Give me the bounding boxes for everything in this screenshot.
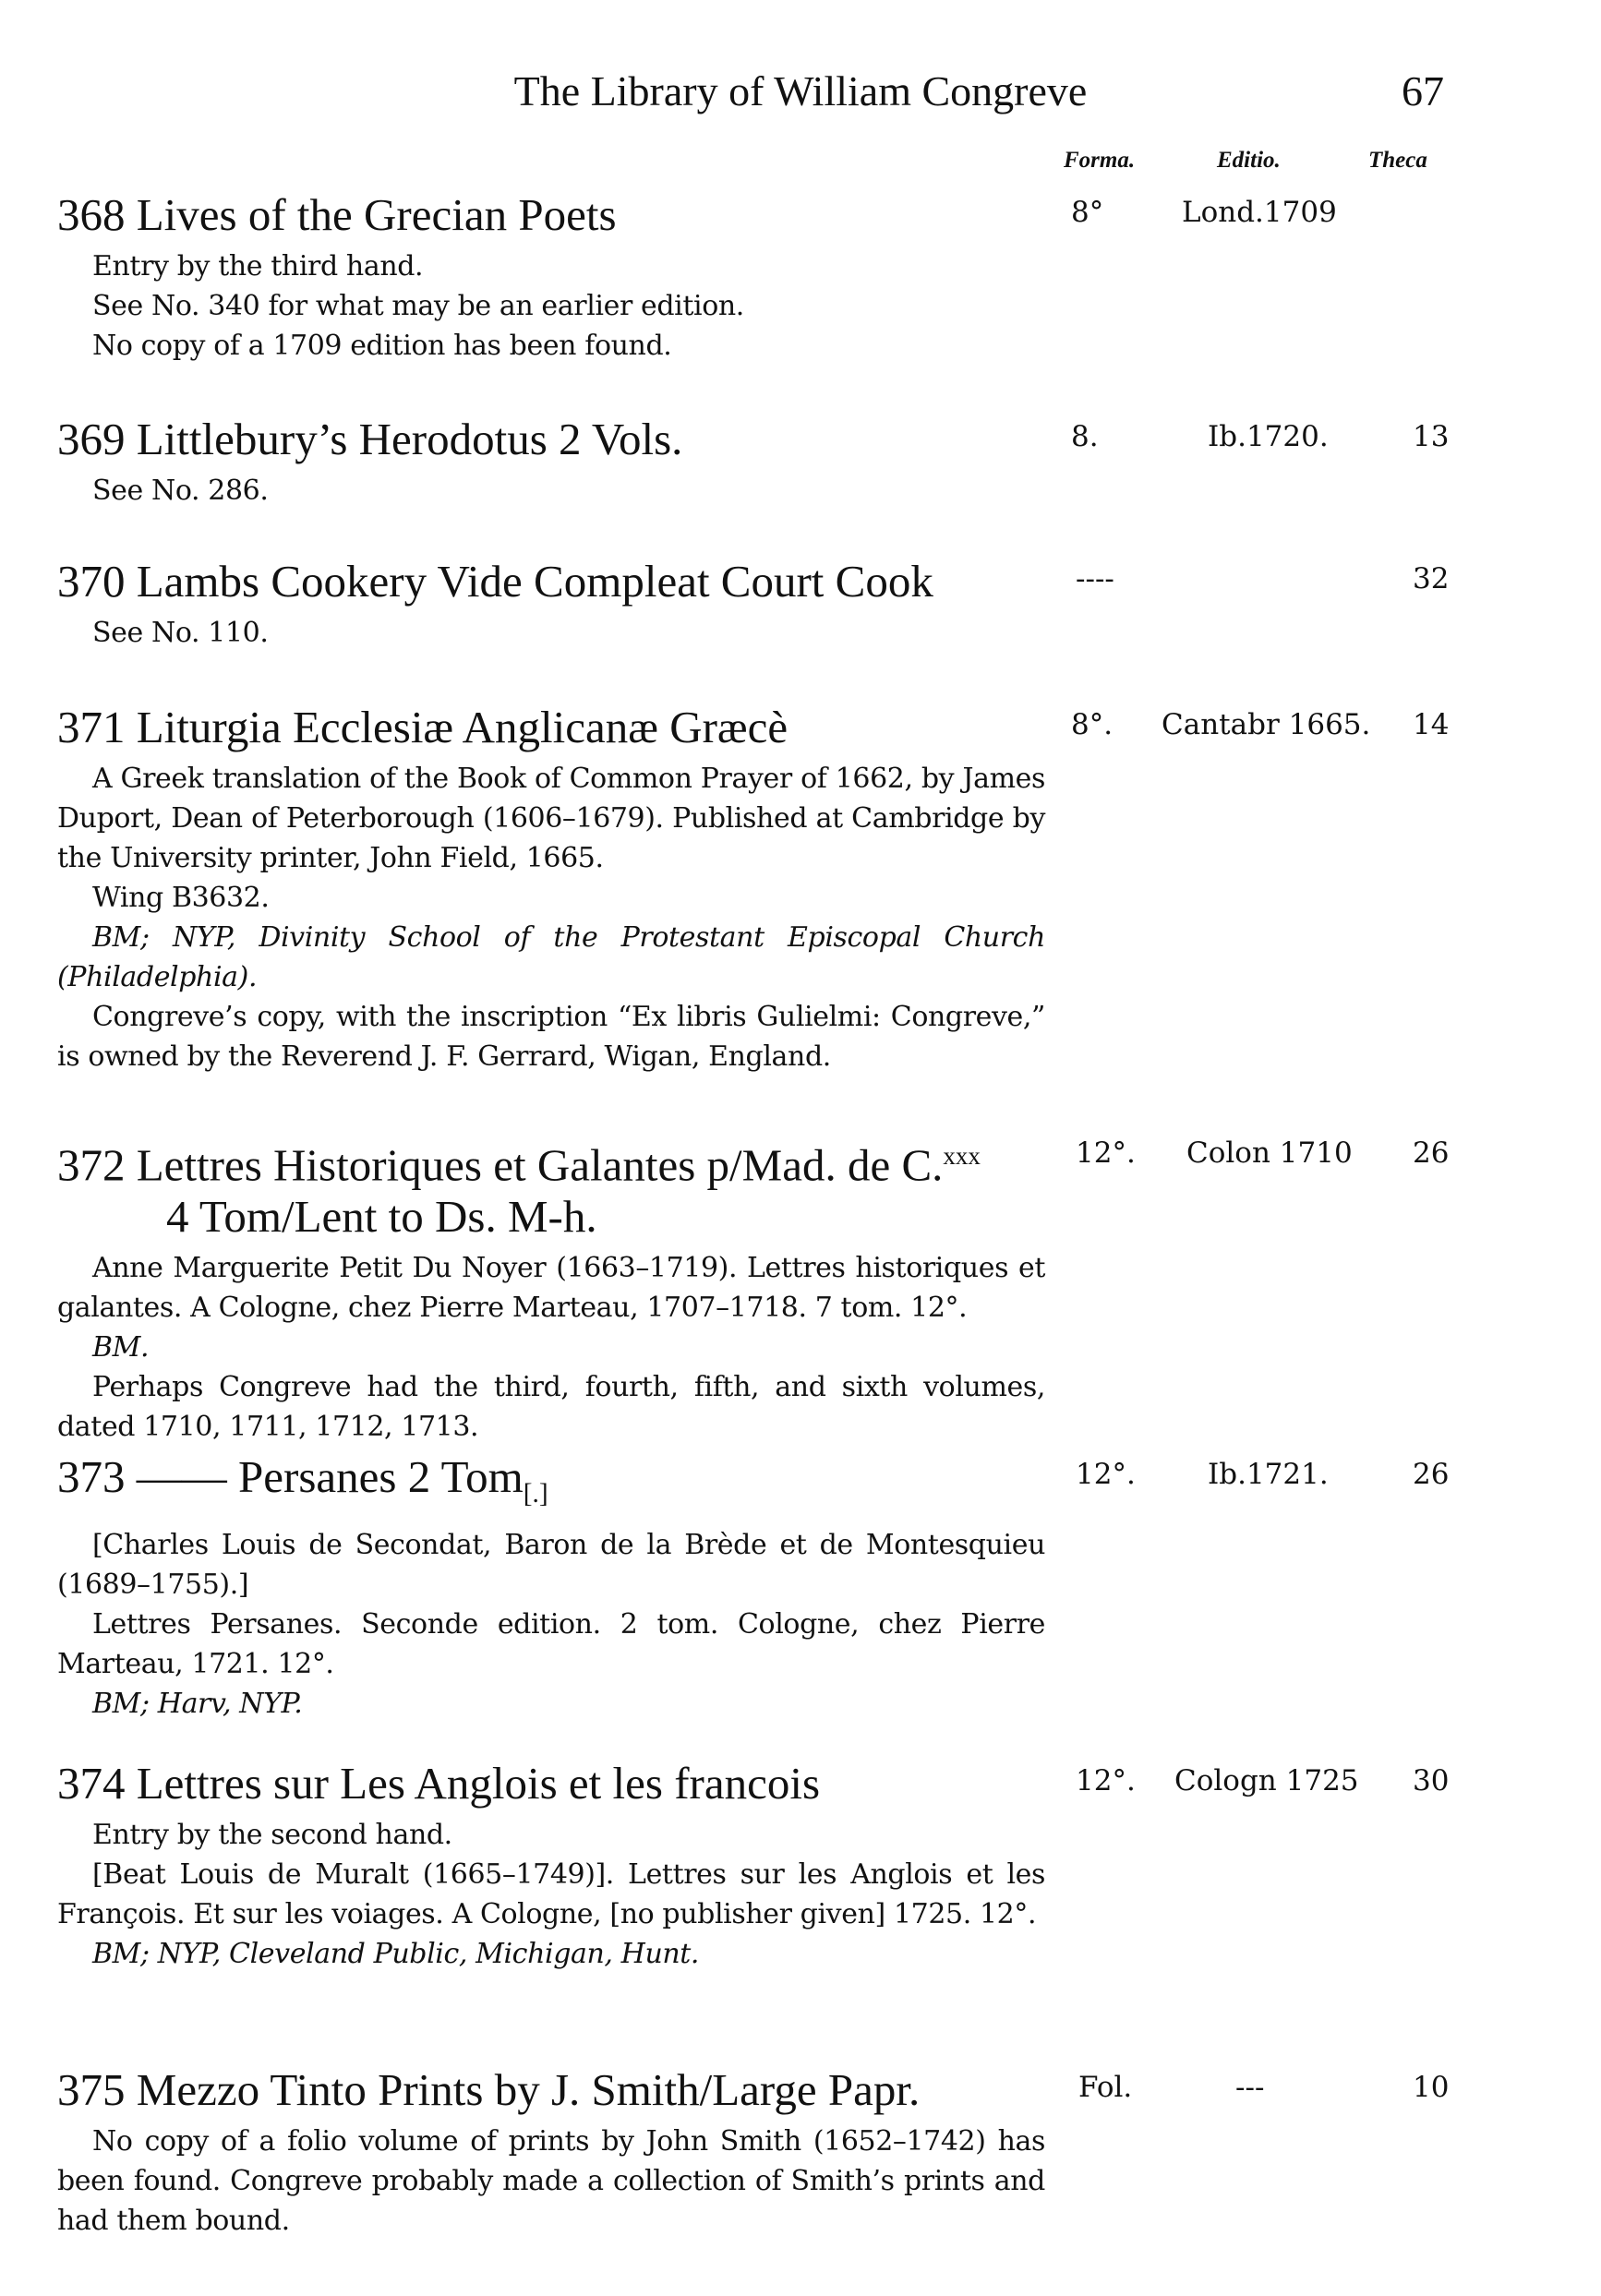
- entry-editio: ---: [1235, 2071, 1265, 2104]
- entry-note: [Charles Louis de Secondat, Baron de la Brède et de Montesquieu (1689–1755).]: [57, 1528, 1045, 1601]
- column-header-forma: Forma.: [1064, 148, 1136, 173]
- column-header-theca: Theca: [1368, 148, 1427, 173]
- entry-editio: Ib.1720.: [1208, 420, 1329, 453]
- entry-forma: 12°.: [1076, 1764, 1136, 1797]
- entry-theca: 32: [1413, 562, 1450, 595]
- entry-editio: Cologn 1725: [1174, 1764, 1359, 1797]
- entry-theca: 13: [1413, 420, 1450, 453]
- column-header-editio: Editio.: [1217, 148, 1281, 173]
- entry-note: Perhaps Congreve had the third, fourth, fifth, and sixth volumes, dated 1710, 1711, 1712, 1713.: [57, 1371, 1045, 1444]
- page-number: 67: [1402, 67, 1444, 114]
- entry-editio: Lond.1709: [1182, 196, 1337, 229]
- entry-note: Anne Marguerite Petit Du Noyer (1663–1719). Lettres historiques et galantes. A Cologne, chez Pierre Marteau, 1707–1718. 7 tom. 12°.: [57, 1252, 1045, 1325]
- entry-forma: 8°.: [1071, 708, 1113, 741]
- catalog-entry: [57, 189, 1045, 366]
- catalog-entry: [57, 556, 1045, 653]
- entry-note: Wing B3632.: [92, 882, 270, 914]
- entry-editio: Colon 1710: [1186, 1136, 1353, 1170]
- entry-title: 369 Littlebury’s Herodotus 2 Vols.: [57, 414, 683, 464]
- catalog-entry: [57, 702, 1045, 1076]
- entry-theca: 10: [1413, 2071, 1450, 2104]
- title-superscript: xxx: [943, 1142, 981, 1170]
- entry-title: 370 Lambs Cookery Vide Compleat Court Cook: [57, 556, 933, 607]
- entry-title: 372 Lettres Historiques et Galantes p/Mad. de C.$^{xxx}$: [57, 1139, 981, 1191]
- entry-note: BM; NYP, Divinity School of the Protestant Episcopal Church (Philadelphia).: [57, 921, 1045, 993]
- entry-title: 368 Lives of the Grecian Poets: [57, 189, 617, 240]
- entry-forma: ----: [1076, 562, 1114, 595]
- entry-note: No copy of a 1709 edition has been found.: [92, 330, 672, 362]
- entry-title-continued: 4 Tom/Lent to Ds. M-h.: [166, 1191, 597, 1243]
- entry-editio: Ib.1721.: [1208, 1458, 1329, 1491]
- entry-note: Entry by the third hand.: [92, 250, 424, 282]
- entry-note: BM; NYP, Cleveland Public, Michigan, Hunt.: [92, 1938, 700, 1970]
- entry-note: Entry by the second hand.: [92, 1819, 452, 1851]
- entry-note: See No. 110.: [92, 617, 269, 649]
- entry-title: 373 —— Persanes 2 Tom$_{[.]}$: [57, 1451, 548, 1509]
- entry-note: See No. 286.: [92, 475, 269, 507]
- catalog-entry: [57, 414, 1045, 511]
- entry-editio: Cantabr 1665.: [1162, 708, 1371, 741]
- entry-note: No copy of a folio volume of prints by John Smith (1652–1742) has been found. Congreve probably made a collection of Smith’s prints and had them bound.: [57, 2125, 1045, 2237]
- entry-theca: 14: [1413, 708, 1450, 741]
- title-mark: [.]: [523, 1478, 548, 1509]
- entry-theca: 30: [1413, 1764, 1450, 1797]
- entry-note: BM; Harv, NYP.: [92, 1687, 303, 1720]
- entry-forma: 12°.: [1076, 1458, 1136, 1491]
- entry-note: Lettres Persanes. Seconde edition. 2 tom. Cologne, chez Pierre Marteau, 1721. 12°.: [57, 1607, 1045, 1680]
- entry-forma: 8°: [1071, 196, 1104, 229]
- entry-forma: Fol.: [1078, 2071, 1133, 2104]
- entry-title: 374 Lettres sur Les Anglois et les francois: [57, 1758, 821, 1809]
- entry-theca: 26: [1413, 1136, 1450, 1170]
- catalog-entry: [57, 1130, 1045, 1447]
- entry-forma: 12°.: [1076, 1136, 1136, 1170]
- catalog-entry: [57, 1758, 1045, 1974]
- catalog-entry: [57, 2064, 1045, 2241]
- entry-note: See No. 340 for what may be an earlier edition.: [92, 290, 744, 322]
- page-title: The Library of William Congreve: [513, 67, 1088, 114]
- entry-note: BM.: [92, 1331, 150, 1364]
- entry-forma: 8.: [1071, 420, 1099, 453]
- entry-note: A Greek translation of the Book of Common Prayer of 1662, by James Duport, Dean of Peterborough (1606–1679). Published at Cambridge by the University printer, John Field, 1665.: [57, 763, 1045, 874]
- entry-note: Congreve’s copy, with the inscription “Ex libris Gulielmi: Congreve,” is owned by the Reverend J. F. Gerrard, Wigan, England.: [57, 1001, 1045, 1073]
- entry-note: [Beat Louis de Muralt (1665–1749)]. Lettres sur les Anglois et les François. Et sur les voiages. A Cologne, [no publisher given] 1725. 12°.: [57, 1858, 1045, 1930]
- entry-title: 371 Liturgia Ecclesiæ Anglicanæ Græcè: [57, 702, 788, 752]
- catalog-entry: [57, 1451, 1045, 1724]
- entry-theca: 26: [1413, 1458, 1450, 1491]
- entry-title: 375 Mezzo Tinto Prints by J. Smith/Large Papr.: [57, 2064, 921, 2115]
